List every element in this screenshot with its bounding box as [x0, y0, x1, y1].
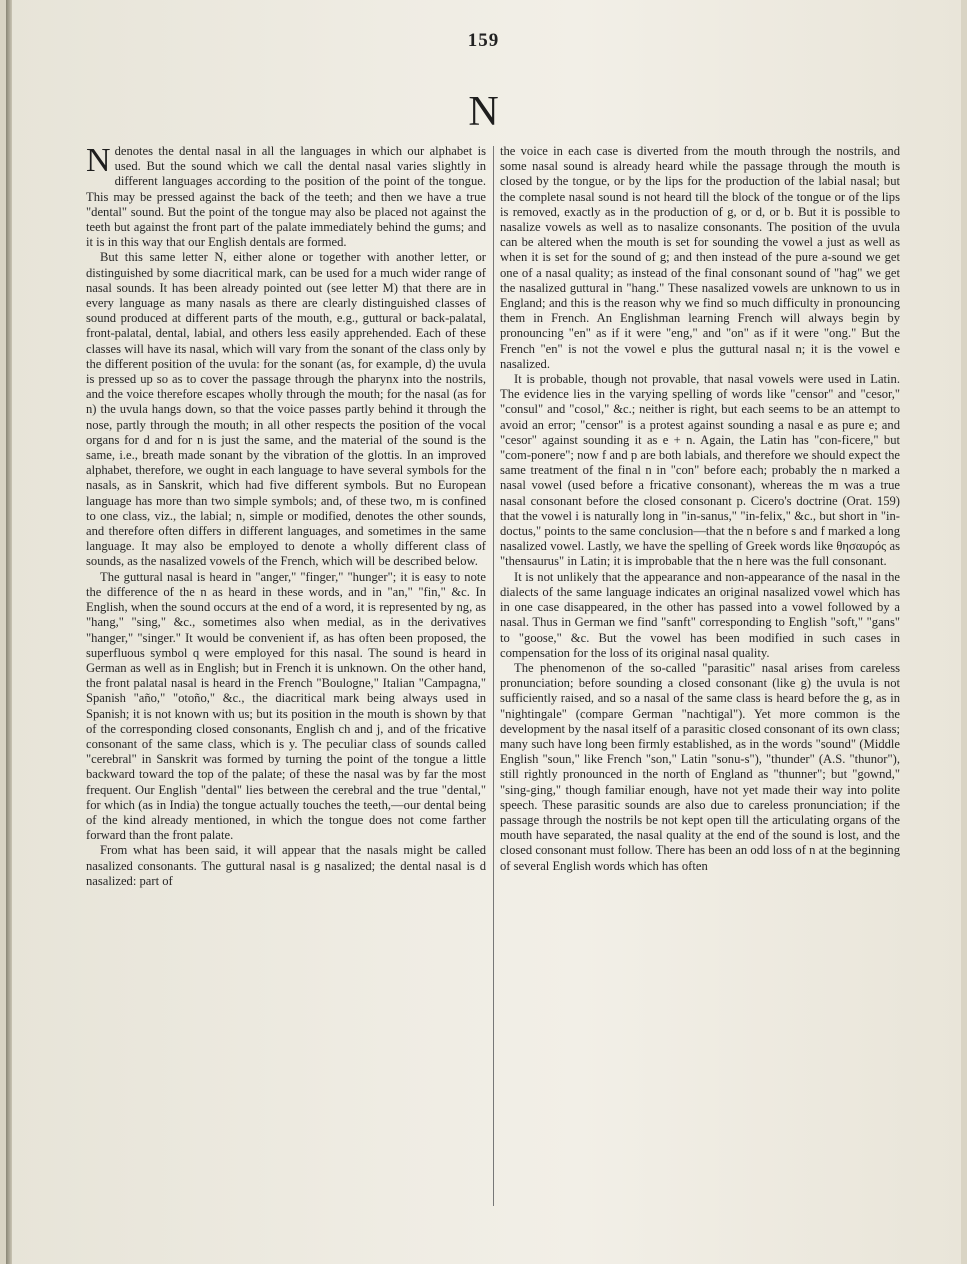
page-number: 159 — [467, 30, 500, 51]
book-gutter — [6, 0, 12, 1264]
left-column — [86, 144, 486, 889]
paragraph: From what has been said, it will appear that the nasals might be called nasalized consonants. The guttural nasal is g nasalized; the dental nasal is d nasalized: part of — [86, 843, 486, 888]
column-divider — [493, 146, 494, 1206]
paragraph: But this same letter N, either alone or together with another letter, or distinguished by some diacritical mark, can be used for a much wider range of nasal sounds. It has been already pointed out (see letter M) that there are in every language as many nasals as there are clearly distinguished classes of sound produced at different parts of the mouth, e.g., guttural or back-palatal, front-palatal, dental, labial, and others less easily apprehended. Each of these classes will have its nasal, which will vary from the sonant of the class only by the different position of the uvula: for the sonant (as, for example, d) the uvula is pressed up so as to cover the passage through the pharynx into the nostrils, and the voice therefore escapes wholly through the mouth; for the nasal (as for n) the uvula hangs down, so that the voice passes partly behind it through the nose, partly through the mouth; in all other respects the position of the vocal organs for d and for n is just the same, and the material of the sound is the same, i.e., breath made sonant by the vibration of the glottis. In an improved alphabet, therefore, we ought in each language to have several symbols for the nasals, as in Sanskrit, which had five different symbols. But no European language has more than two simple symbols; and, of these two, m is confined to one class, viz., the labial; n, simple or modified, denotes the other sounds, and therefore often differs in different languages, and sometimes in the same language. It may also be employed to denote a wholly different class of sounds, as the nasalized vowels of the French, which will be described below. — [86, 250, 486, 569]
paragraph: It is probable, though not provable, that nasal vowels were used in Latin. The evidence lies in the varying spelling of words like "censor" and "cesor," "consul" and "cosol," &c.; neither is right, but each seems to be an attempt to avoid an error; "censor" is a protest against sounding a nasal e as pure e; and "cesor" against sounding it as e + n. Again, the Latin has "con-ficere," but "com-ponere"; now f and p are both labials, and therefore we should expect the same treatment of the final n in "con" before each; probably the n marked a nasal vowel (used before a fricative consonant), whereas the m was a true nasal consonant before the closed consonant p. Cicero's doctrine (Orat. 159) that the vowel i is naturally long in "in-sanus," "in-felix," &c., but short in "in-doctus," points to the same conclusion—that the n before s and f marked a long nasalized vowel. Lastly, we have the spelling of Greek words like θησαυρός as "thensaurus" in Latin; it is improbable that the n here was the full consonant. — [500, 372, 900, 569]
paragraph: It is not unlikely that the appearance and non-appearance of the nasal in the dialects of the same language indicates an original nasalized vowel which has in one case disappeared, in the other has passed into a vowel followed by a nasal. Thus in German we find "sanft" corresponding to English "soft," "gans" to "goose," &c. But the vowel has been modified in such cases in compensation for the loss of its original nasal quality. — [500, 569, 900, 660]
paragraph: The guttural nasal is heard in "anger," "finger," "hunger"; it is easy to note the difference of the n as heard in these words, and in "an," "fin," &c. In English, when the sound occurs at the end of a word, it is represented by ng, as "hang," "sing," &c., sometimes also when medial, as in the derivatives "hanger," "singer." It would be convenient if, as has often been proposed, the superfluous symbol q were employed for this nasal. The sound is heard in German as well as in English; but in French it is unknown. On the other hand, the front palatal nasal is heard in the French "Boulogne," Italian "Campagna," Spanish "año," "otoño," &c., the diacritical mark being always used in Spanish; it is not known with us; but its position in the mouth is shown by that of the corresponding closed consonants, English ch and j, and of the fricative consonant of the same class, which is y. The peculiar class of sounds called "cerebral" in Sanskrit was formed by turning the point of the tongue a little backward toward the top of the palate; of these the nasal was by far the most frequent. Our English "dental" lies between the cerebral and the true "dental," for which (as in India) the tongue actually touches the teeth,—our dental being of the kind already mentioned, in which the tongue does not come farther forward than the front palate. — [86, 569, 486, 843]
paragraph: The phenomenon of the so-called "parasitic" nasal arises from careless pronunciation; before sounding a closed consonant (like g) the uvula is not sufficiently raised, and so a nasal of the same class is heard before the g, as in "nightingale" (compare German "nachtigal"). Yet more common is the development by the nasal itself of a parasitic closed consonant of its own class; many such have long been firmly established, as in the words "sound" (Middle English "soun," like French "son," Latin "sonu-s"), "thunder" (A.S. "thunor"), still rightly pronounced in the north of England as "thunner"; but "gownd," "sing-ging," though familiar enough, have not yet made their way into polite speech. These parasitic sounds are also due to careless pronunciation; if the passage through the nostrils be not kept open till the articulating organs of the mouth have separated, the nasal quality at the end of the sound is lost, and the closed consonant must follow. There has been an odd loss of n at the beginning of several English words which has often — [500, 660, 900, 873]
paragraph: the voice in each case is diverted from the mouth through the nostrils, and some nasal sound is already heard while the passage through the mouth is closed by the tongue, or by the lips for the production of the labial nasal; but the complete nasal sound is not heard till the block of the tongue or of the lips is removed, exactly as in the production of g, or d, or b. But it is possible to nasalize vowels as well as to nasalize consonants. The position of the uvula can be altered when the mouth is set for sounding the vowel a just as well as when it is set for the sound of g; and then instead of the pure a-sound we get one of a nasal quality; as instead of the final consonant sound of "hag" we get the nasalized guttural in "hang." These nasalized vowels are unknown to us in England; and this is the reason why we find so much difficulty in pronouncing them in French. An Englishman learning French will always begin by pronouncing "en" as if it were "eng," and "on" as if it were "ong." But the French "en" is not the vowel e plus the guttural nasal n; it is the vowel e nasalized. — [500, 144, 900, 371]
drop-cap: N — [86, 142, 111, 179]
paragraph: Ndenotes the dental nasal in all the languages in which our alphabet is used. But the sound which we call the dental nasal varies slightly in different languages according to the position of the point of the tongue. This may be pressed against the back of the teeth; and then we have a true "dental" sound. But the point of the tongue may also be placed not against the teeth but against the front part of the palate immediately behind the gums; and it is in this way that our English dentals are formed. — [86, 142, 486, 250]
right-column — [500, 144, 900, 874]
section-heading: N — [468, 89, 499, 135]
